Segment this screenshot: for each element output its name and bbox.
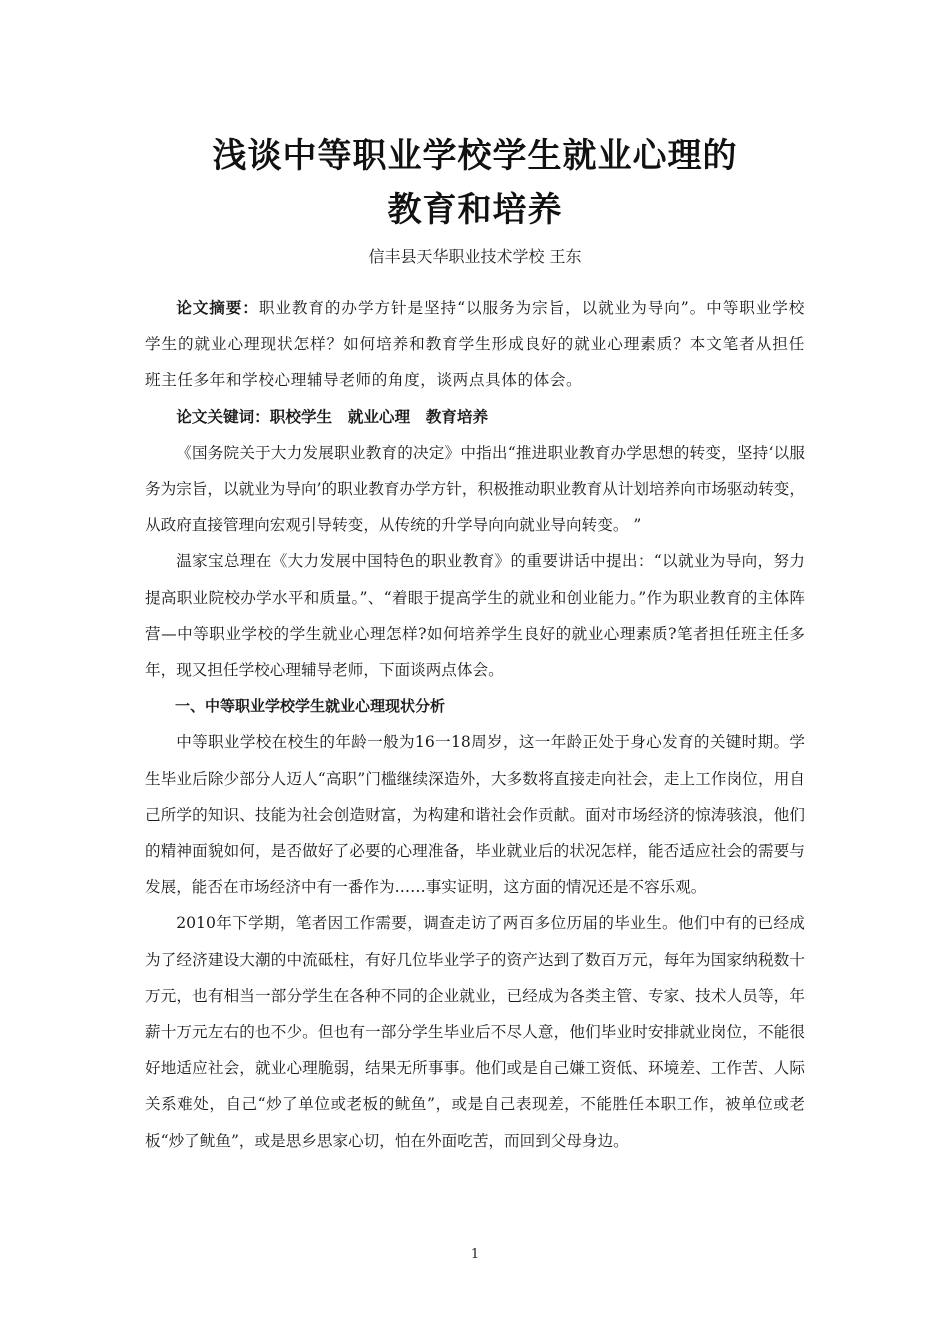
abstract-paragraph — [145, 290, 805, 399]
section-1-paragraph-2: 2010年下学期，笔者因工作需要，调查走访了两百多位历届的毕业生。他们中有的已经成为了经济建设大潮的中流砥柱，有好几位毕业学子的资产达到了数百万元，每年为国家纳税数十万元，也有相当一部分学生在各种不同的企业就业，已经成为各类主管、专家、技术人员等，年薪十万元左右的也不少。但也有一部分学生毕业后不尽人意，他们毕业时安排就业岗位，不能很好地适应社会，就业心理脆弱，结果无所事事。他们或是自己嫌工资低、环境差、工作苦、人际关系难处，自己“炒了单位或老板的鱿鱼”，或是自己表现差，不能胜任本职工作，被单位或老板“炒了鱿鱼”，或是思乡思家心切，怕在外面吃苦，而回到父母身边。 — [145, 914, 805, 1150]
title-line-2: 教育和培养 — [387, 190, 563, 230]
section-1-paragraph-1: 中等职业学校在校生的年龄一般为16一18周岁，这一年龄正处于身心发育的关键时期。学生毕业后除少部分人迈人“高职”门槛继续深造外，大多数将直接走向社会，走上工作岗位，用自己所学的知识、技能为社会创造财富，为构建和谐社会作贡献。面对市场经济的惊涛骇浪，他们的精神面貌如何，是否做好了必要的心理准备，毕业就业后的状况怎样，能否适应社会的需要与发展，能否在市场经济中有一番作为……事实证明，这方面的情况还是不容乐观。 — [145, 733, 805, 897]
page-number: 1 — [470, 1247, 480, 1262]
section-1-heading: 一、中等职业学校学生就业心理现状分析 — [175, 697, 446, 716]
abstract-label: 论文摘要： — [176, 299, 259, 317]
body-paragraph-1: 《国务院关于大力发展职业教育的决定》中指出“推进职业教育办学思想的转变，坚持‘以服务为宗旨，以就业为导向’的职业教育办学方针，积极推动职业教育从计划培养向市场驱动转变，从政府直接管理向宏观引导转变，从传统的升学导向向就业导向转变。 ” — [145, 443, 805, 535]
document-body — [145, 290, 805, 1159]
title-line-1: 浅谈中等职业学校学生就业心理的 — [212, 136, 738, 176]
body-paragraph-2: 温家宝总理在《大力发展中国特色的职业教育》的重要讲话中提出：“以就业为导向，努力提高职业院校办学水平和质量。”、“着眼于提高学生的就业和创业能力。”作为职业教育的主体阵营—中等职业学校的学生就业心理怎样?如何培养学生良好的就业心理素质?笔者担任班主任多年，现又担任学校心理辅导老师，下面谈两点体会。 — [145, 552, 805, 680]
abstract-text: 职业教育的办学方针是坚持“以服务为宗旨，以就业为导向”。中等职业学校学生的就业心理现状怎样？如何培养和教育学生形成良好的就业心理素质？本文笔者从担任班主任多年和学校心理辅导老师的角度，谈两点具体的体会。 — [145, 299, 805, 390]
keywords-line: 论文关键词：职校学生 就业心理 教育培养 — [176, 407, 489, 426]
author-line: 信丰县天华职业技术学校 王东 — [368, 247, 582, 266]
